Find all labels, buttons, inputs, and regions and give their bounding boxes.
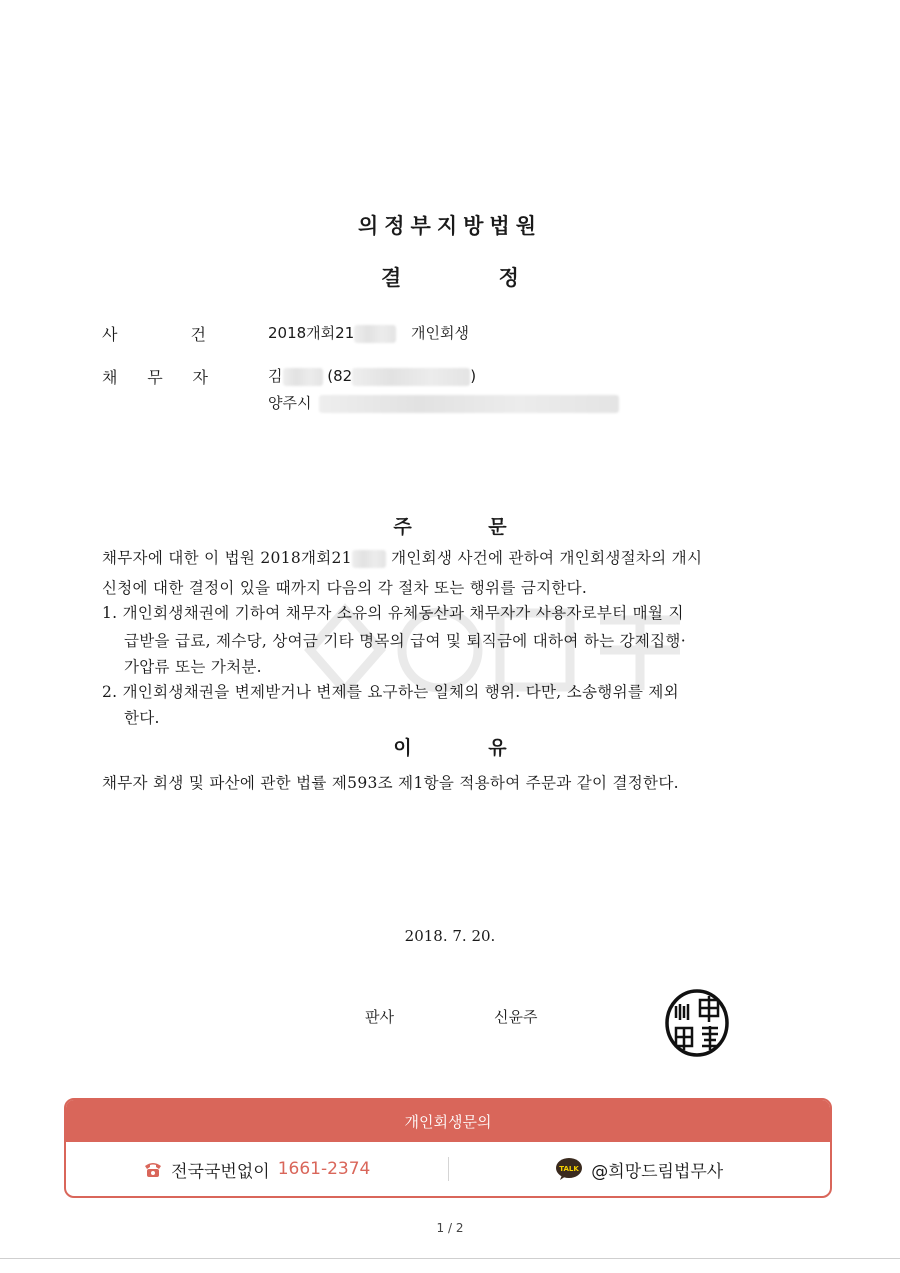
case-label-char: 건 <box>190 325 206 344</box>
phone-contact[interactable] <box>66 1157 448 1182</box>
redacted-block <box>319 395 619 413</box>
order-item-1-line-3: 가압류 또는 가처분. <box>124 658 262 676</box>
contact-row <box>66 1142 830 1196</box>
debtor-id-prefix: (82 <box>327 367 353 385</box>
order-item-1-line-1: 1. 개인회생채권에 기하여 채무자 소유의 유체동산과 채무자가 사용자로부터 매월 지 <box>102 604 684 622</box>
order-intro-text: 채무자에 대한 이 법원 2018개회21 <box>102 549 352 567</box>
debtor-id-suffix: ) <box>470 367 477 385</box>
phone-icon <box>143 1160 163 1178</box>
case-number-prefix: 2018개회21 <box>268 324 355 342</box>
redacted-block <box>283 368 323 386</box>
judge-name: 신윤주 <box>494 1008 538 1026</box>
contact-banner-header: 개인회생문의 <box>66 1100 830 1142</box>
order-intro-line-1 <box>102 543 702 573</box>
order-intro-line-2: 신청에 대한 결정이 있을 때까지 다음의 각 절차 또는 행위를 금지한다. <box>102 579 588 597</box>
page-bottom-divider <box>0 1258 900 1259</box>
debtor-address-line <box>268 392 619 413</box>
reason-section-title: 이 유 <box>393 737 507 759</box>
kakao-contact[interactable] <box>449 1157 831 1182</box>
debtor-name-line <box>268 365 476 386</box>
phone-number[interactable]: 1661-2374 <box>277 1159 371 1179</box>
debtor-address: 양주시 <box>268 394 312 412</box>
debtor-label-char: 채 <box>102 368 118 387</box>
kakao-talk-icon <box>555 1157 583 1181</box>
case-type: 개인회생 <box>411 324 469 342</box>
case-label-char: 사 <box>102 325 118 344</box>
order-item-1-line-2: 급받을 급료, 제수당, 상여금 기타 명목의 급여 및 퇴직금에 대하여 하는 강제집행· <box>124 632 686 650</box>
judge-title: 판사 <box>365 1008 394 1026</box>
watermark-logo <box>300 595 720 705</box>
redacted-block <box>354 325 396 343</box>
order-item-2-line-1: 2. 개인회생채권을 변제받거나 변제를 요구하는 일체의 행위. 다만, 소송행위를 제외 <box>102 683 679 701</box>
order-intro-text: 개인회생 사건에 관하여 개인회생절차의 개시 <box>391 549 703 567</box>
debtor-label-char: 자 <box>192 368 208 387</box>
case-label <box>102 322 206 345</box>
court-name: 의정부지방법원 <box>357 214 542 238</box>
order-item-2-line-2: 한다. <box>124 709 160 727</box>
case-number <box>268 322 469 343</box>
redacted-block <box>352 550 386 568</box>
contact-banner <box>64 1098 832 1198</box>
judge-seal-stamp <box>664 988 730 1058</box>
debtor-name: 김 <box>268 367 283 385</box>
order-section-title: 주 문 <box>393 516 507 538</box>
redacted-block <box>352 368 470 386</box>
phone-label: 전국국번없이 <box>171 1161 270 1182</box>
kakao-badge-text: TALK <box>559 1165 580 1173</box>
document-type-title: 결 정 <box>381 266 519 290</box>
debtor-label-char: 무 <box>147 368 163 387</box>
page-number: 1 / 2 <box>436 1221 464 1235</box>
debtor-label <box>102 365 208 388</box>
decision-date: 2018. 7. 20. <box>404 927 496 945</box>
reason-text: 채무자 회생 및 파산에 관한 법률 제593조 제1항을 적용하여 주문과 같이 결정한다. <box>102 774 679 792</box>
kakao-id[interactable]: @희망드림법무사 <box>591 1161 724 1182</box>
